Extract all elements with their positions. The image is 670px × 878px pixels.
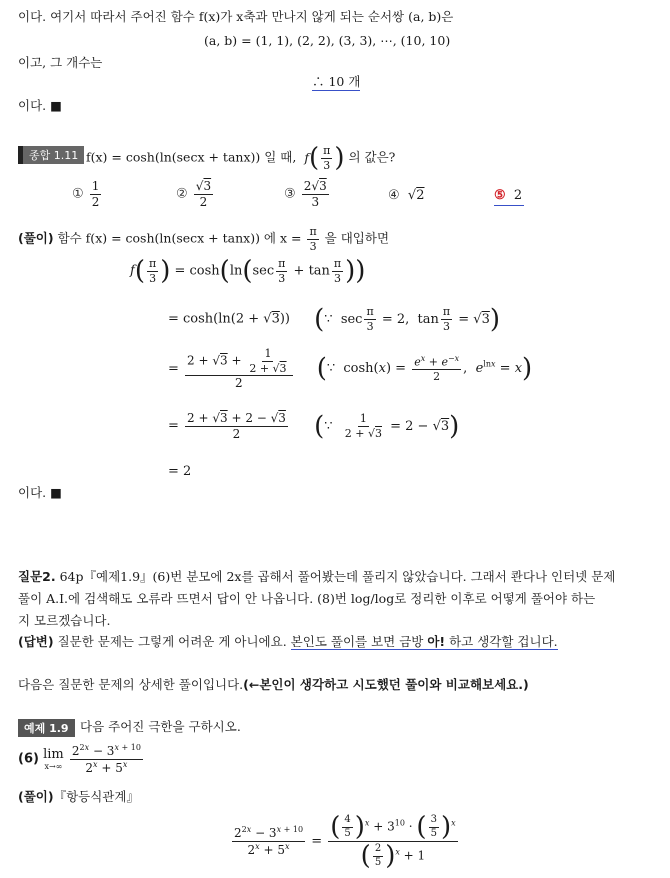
choice-4[interactable]: ④ √2 <box>388 188 425 203</box>
example-tag: 예제 1.9 <box>18 719 75 737</box>
question-line-3: 지 모르겠습니다. <box>18 613 111 628</box>
detail-line: 다음은 질문한 문제의 상세한 풀이입니다.(←본인이 생각하고 시도했던 풀이와 비교해보세요.) <box>18 677 529 692</box>
example-statement: 다음 주어진 극한을 구하시오. <box>80 719 241 734</box>
intro-line: 이고, 그 개수는 <box>18 55 103 70</box>
example-solution-label: (풀이)『항등식관계』 <box>18 789 139 804</box>
eq-line-1: f( $\frac{\pi}{3}$ ) = cosh(ln(sec $\frac{\pi}{3}$ + tan $\frac{\pi}{3}$ )) <box>130 256 366 287</box>
choice-3[interactable]: ③ $\frac{2√3}{3}$ <box>284 179 327 209</box>
choice-1[interactable]: ① $\frac{1}{2}$ <box>72 179 100 209</box>
intro-line: 이다. 여기서 따라서 주어진 함수 f(x)가 x축과 만나지 않게 되는 순서쌍 (a, b)은 <box>18 9 454 24</box>
eq-line-3: = 2 + √3 + $\frac{1}{2 + √3}$ 2 (∵ cosh(x) = $\frac{e^x + e^{-x}}{2}$ , $e^{lnx} = x$) <box>168 347 533 391</box>
eq-line-4: = $\frac{2 + √3 + 2 - √3}{2}$ (∵ $\frac{1}{2 + √3}$ = 2 − √3) <box>168 411 460 442</box>
question-line-2: 풀이 A.I.에 검색해도 오류라 뜨면서 답이 안 나옵니다. (8)번 log/log로 정리한 이후로 어떻게 풀어야 하는 <box>18 591 596 606</box>
identity-equation: $\frac{2^{2x} - 3^{x + 10}}{2^x + 5^x}$ = ( $\frac{4}{5}$ )$^x + 3^{10}$ · ( $\frac{3}{5}$ )$^x$ ( $\frac{2}{5}$ )$^x$ + 1 <box>234 812 456 871</box>
eq-line-2: = cosh(ln(2 + √3)) (∵ sec $\frac{\pi}{3}$ = 2, tan $\frac{\pi}{3}$ = √3) <box>168 304 501 335</box>
answer-line: (답변) 질문한 문제는 그렇게 어려운 게 아니에요. 본인도 풀이를 보면 금방 아! 하고 생각할 겁니다. <box>18 634 558 649</box>
choice-2[interactable]: ② $\frac{√3}{2}$ <box>176 179 212 209</box>
solution-intro: (풀이) 함수 f(x) = cosh(ln(secx + tanx)) 에 x = $\frac{\pi}{3}$ 을 대입하면 <box>18 225 390 253</box>
pairs-equation: (a, b) = (1, 1), (2, 2), (3, 3), ⋯, (10, 10) <box>204 33 451 48</box>
intro-end: 이다. ■ <box>18 98 62 113</box>
problem-statement: f(x) = cosh(ln(secx + tanx)) 일 때, f( $\frac{\pi}{3}$ ) 의 값은? <box>86 143 396 174</box>
count-result: ∴ 10 개 <box>312 74 361 89</box>
question-line-1: 질문2. 64p『예제1.9』(6)번 분모에 2x를 곱해서 풀어봤는데 풀리지 않았습니다. 그래서 콴다나 인터넷 문제 <box>18 569 616 584</box>
problem-tag: 종합 1.11 <box>18 146 84 164</box>
choice-5-selected[interactable]: ⑤ 2 <box>494 188 524 206</box>
eq-result: = 2 <box>168 464 192 479</box>
limit-expression: (6) lim x→∞ $\frac{2^{2x} - 3^{x + 10}}{2^x + 5^x}$ <box>18 743 141 775</box>
solution-end: 이다. ■ <box>18 485 62 500</box>
